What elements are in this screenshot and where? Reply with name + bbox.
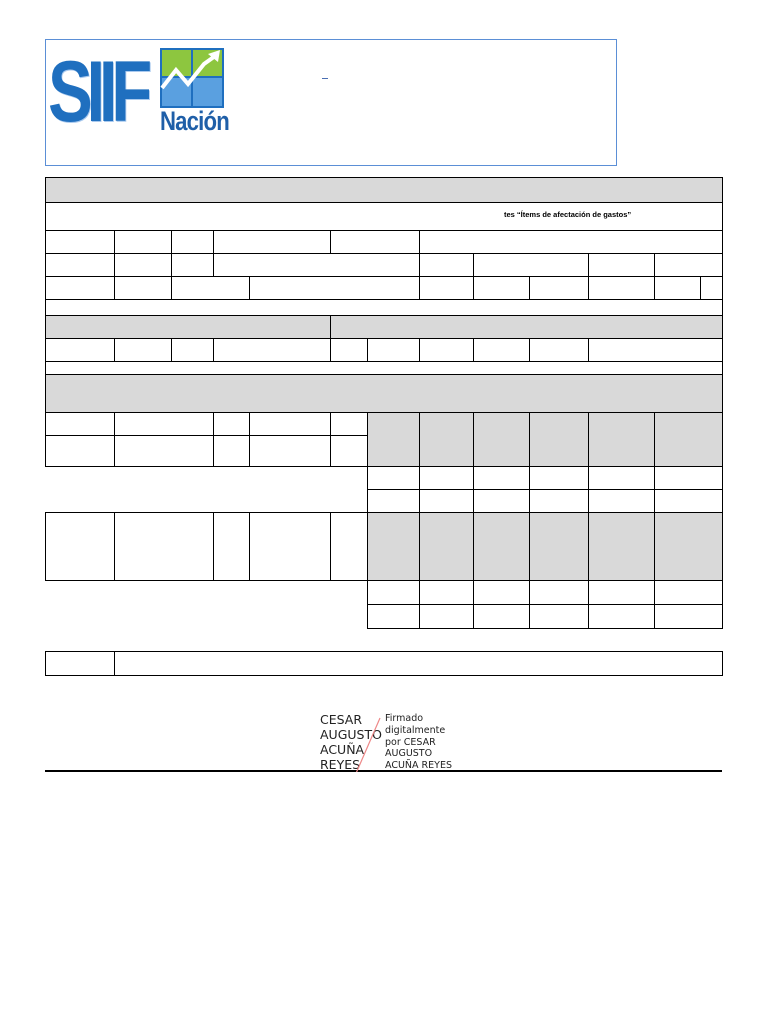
table-cell	[654, 604, 723, 629]
table-cell	[588, 489, 655, 513]
table-cell	[45, 276, 115, 300]
table-cell	[114, 276, 172, 300]
signature-note-line: Firmado	[385, 713, 424, 724]
table-cell	[330, 315, 723, 339]
table-cell	[114, 412, 214, 436]
table-cell	[45, 435, 115, 467]
table-cell	[473, 604, 530, 629]
table-cell	[249, 276, 420, 300]
table-cell	[45, 230, 115, 254]
table-cell	[419, 412, 474, 467]
table-cell	[529, 604, 589, 629]
table-cell	[171, 230, 214, 254]
table-cell	[529, 412, 589, 467]
table-cell	[654, 276, 701, 300]
table-cell	[249, 435, 331, 467]
table-cell	[213, 253, 420, 277]
table-cell	[367, 466, 420, 490]
table-cell	[330, 435, 368, 467]
table-cell	[588, 580, 655, 605]
table-cell	[45, 177, 723, 203]
signature-note-line: por CESAR	[385, 736, 436, 748]
table-cell	[213, 338, 331, 362]
table-cell	[588, 412, 655, 467]
table-cell	[419, 466, 474, 490]
signature-note-line: AUGUSTO	[385, 748, 433, 760]
table-cell	[419, 604, 474, 629]
table-cell	[419, 276, 474, 300]
table-caption: tes “Ítems de afectación de gastos”	[504, 210, 632, 219]
table-cell	[654, 466, 723, 490]
table-cell	[588, 338, 723, 362]
table-cell	[419, 512, 474, 581]
table-cell	[529, 338, 589, 362]
table-cell	[419, 253, 474, 277]
signature-note-line: ACUÑA REYES	[385, 760, 452, 772]
table-cell	[213, 435, 250, 467]
table-cell	[473, 253, 589, 277]
table-cell	[45, 361, 723, 375]
table-cell	[473, 512, 530, 581]
table-cell	[114, 338, 172, 362]
table-cell	[367, 489, 420, 513]
table-cell	[45, 412, 115, 436]
chart-arrow-icon	[160, 48, 224, 108]
table-cell	[654, 580, 723, 605]
table-cell	[419, 338, 474, 362]
signature-crop	[300, 772, 500, 792]
table-cell	[330, 512, 368, 581]
table-cell	[367, 338, 420, 362]
table-cell	[45, 299, 723, 316]
table-cell	[171, 338, 214, 362]
table-cell	[114, 230, 172, 254]
signature-stroke	[340, 716, 390, 780]
table-cell	[473, 276, 530, 300]
table-cell	[654, 489, 723, 513]
table-cell	[654, 412, 723, 467]
table-cell	[473, 580, 530, 605]
siif-logo-text: SIIF	[48, 44, 147, 140]
signature-note	[385, 713, 452, 772]
table-cell	[529, 580, 589, 605]
table-cell	[473, 338, 530, 362]
table-cell	[367, 604, 420, 629]
table-cell	[330, 412, 368, 436]
table-cell	[114, 512, 214, 581]
table-cell	[114, 253, 172, 277]
table-cell	[213, 512, 250, 581]
table-cell	[213, 230, 331, 254]
signature-name-line: AUGUSTO	[320, 727, 382, 742]
table-cell	[45, 338, 115, 362]
table-cell	[529, 489, 589, 513]
table-cell	[213, 412, 250, 436]
table-cell	[654, 253, 723, 277]
table-cell	[473, 466, 530, 490]
signature-note-line: digitalmente	[385, 724, 446, 736]
table-cell	[249, 512, 331, 581]
table-cell	[588, 466, 655, 490]
table-cell	[588, 512, 655, 581]
table-cell	[367, 580, 420, 605]
table-cell	[529, 276, 589, 300]
table-cell	[529, 512, 589, 581]
table-cell	[419, 580, 474, 605]
table-cell	[114, 435, 214, 467]
table-cell	[700, 276, 723, 300]
table-cell	[473, 412, 530, 467]
signature-name-line: ACUÑA	[320, 742, 365, 757]
table-cell	[529, 466, 589, 490]
table-cell	[367, 512, 420, 581]
table-cell	[45, 512, 115, 581]
table-cell	[419, 230, 723, 254]
table-cell	[45, 315, 331, 339]
signature-name-line: REYES	[320, 757, 361, 772]
table-cell	[45, 253, 115, 277]
table-cell	[171, 276, 250, 300]
table-cell	[367, 412, 420, 467]
table-cell	[654, 512, 723, 581]
header-mark	[322, 78, 328, 79]
signature-name-line: CESAR	[320, 712, 363, 727]
table-cell	[330, 338, 368, 362]
table-cell	[419, 489, 474, 513]
table-cell	[330, 230, 420, 254]
table-cell	[171, 253, 214, 277]
table-cell	[114, 651, 723, 676]
table-cell	[473, 489, 530, 513]
table-cell	[45, 374, 723, 413]
table-cell	[588, 253, 655, 277]
table-cell	[45, 651, 115, 676]
siif-logo-subtitle: Nación	[160, 106, 229, 136]
table-cell	[588, 604, 655, 629]
table-cell	[588, 276, 655, 300]
table-cell	[249, 412, 331, 436]
